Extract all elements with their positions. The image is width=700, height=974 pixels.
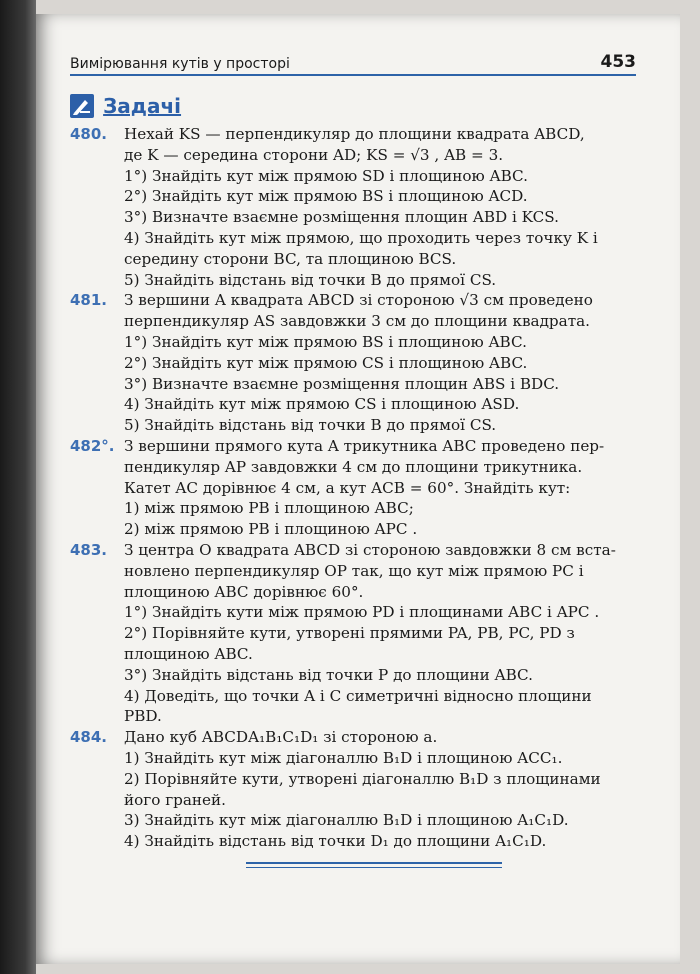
- problem-text-line: Нехай KS — перпендикуляр до площини квадрата ABCD,: [124, 125, 585, 143]
- book-spine-shadow: [0, 0, 36, 974]
- problem-text-line: З центра O квадрата ABCD зі стороною завдовжки 8 см вста-: [124, 540, 616, 559]
- problem-text-line: 3°) Визначте взаємне розміщення площин ABS і BDC.: [124, 374, 560, 393]
- problem-number: 484.: [70, 728, 108, 747]
- problem-text-line: 1°) Знайдіть кути між прямою PD і площинами ABC і APC .: [124, 603, 600, 622]
- problem-text-line: З вершини прямого кута A трикутника ABC проведено пер-: [124, 436, 605, 455]
- end-decoration: [246, 862, 502, 871]
- problem-text-line: 4) Доведіть, що точки A і C симетричні відносно площини: [124, 686, 592, 705]
- problem-text-line: 2) між прямою PB і площиною APC .: [124, 520, 418, 539]
- problem-text-line: Катет AC дорівнює 4 см, а кут ACB = 60°. Знайдіть кут:: [124, 478, 571, 497]
- problem-text-line: його граней.: [124, 790, 226, 809]
- problem-text-line: З вершини A квадрата ABCD зі стороною √3 см проведено: [124, 291, 593, 310]
- problem-text-line: новлено перпендикуляр OP так, що кут між прямою PC і: [124, 561, 584, 580]
- problem-text-line: 5) Знайдіть відстань від точки B до прямої CS.: [124, 416, 497, 435]
- problem-list: [70, 124, 636, 852]
- problem-482: [70, 436, 636, 540]
- problem-text-line: 2°) Знайдіть кут між прямою BS і площиною ACD.: [124, 187, 528, 206]
- problem-text-line: 2) Порівняйте кути, утворені діагоналлю B₁D з площинами: [124, 769, 601, 788]
- header-rule: [70, 74, 636, 76]
- problem-text-line: 1) Знайдіть кут між діагоналлю B₁D і площиною ACC₁.: [124, 748, 563, 767]
- running-title: Вимірювання кутів у просторі: [70, 56, 290, 72]
- problem-text-line: де K — середина сторони AD; KS = √3 , AB = 3.: [124, 145, 504, 164]
- problem-text-line: 1) між прямою PB і площиною ABC;: [124, 499, 414, 518]
- problem-text-line: 5) Знайдіть відстань від точки B до прямої CS.: [124, 270, 497, 289]
- problem-text-line: 4) Знайдіть кут між прямою, що проходить через точку K і: [124, 228, 598, 247]
- problem-text-line: 2°) Порівняйте кути, утворені прямими PA, PB, PC, PD з: [124, 624, 575, 643]
- problem-480: [70, 124, 636, 290]
- problem-number: 481.: [70, 291, 108, 310]
- problem-483: [70, 540, 636, 727]
- problem-text-line: 2°) Знайдіть кут між прямою CS і площиною ABC.: [124, 353, 528, 372]
- problem-484: [70, 727, 636, 852]
- problem-text-line: середину сторони BC, та площиною BCS.: [124, 249, 457, 268]
- problem-text-line: 1°) Знайдіть кут між прямою SD і площиною ABC.: [124, 166, 528, 185]
- problem-number: 482°.: [70, 436, 115, 455]
- problem-text-line: 4) Знайдіть кут між прямою CS і площиною ASD.: [124, 395, 520, 414]
- section-heading: [70, 94, 181, 120]
- book-page: [36, 14, 680, 964]
- problem-text-line: площиною ABC.: [124, 644, 253, 663]
- problem-text-line: пендикуляр AP завдовжки 4 см до площини трикутника.: [124, 457, 583, 476]
- problem-text-line: 3°) Визначте взаємне розміщення площин ABD і KCS.: [124, 208, 559, 227]
- problem-text-line: 1°) Знайдіть кут між прямою BS і площиною ABC.: [124, 332, 527, 351]
- problem-text-line: площиною ABC дорівнює 60°.: [124, 582, 364, 601]
- problem-text-line: PBD.: [124, 707, 162, 726]
- problem-number: 483.: [70, 540, 108, 559]
- problem-text-line: 3°) Знайдіть відстань від точки P до площини ABC.: [124, 665, 533, 684]
- problem-text-line: 3) Знайдіть кут між діагоналлю B₁D і площиною A₁C₁D.: [124, 811, 569, 830]
- problem-number: 480.: [70, 125, 108, 143]
- pencil-icon: [70, 94, 94, 118]
- problem-text-line: перпендикуляр AS завдовжки 3 см до площини квадрата.: [124, 312, 590, 331]
- problem-text-line: Дано куб ABCDA₁B₁C₁D₁ зі стороною a.: [124, 728, 438, 747]
- page-number: 453: [600, 52, 636, 72]
- problem-text-line: 4) Знайдіть відстань від точки D₁ до площини A₁C₁D.: [124, 832, 547, 851]
- section-title: Задачі: [103, 94, 182, 118]
- problem-481: [70, 290, 636, 436]
